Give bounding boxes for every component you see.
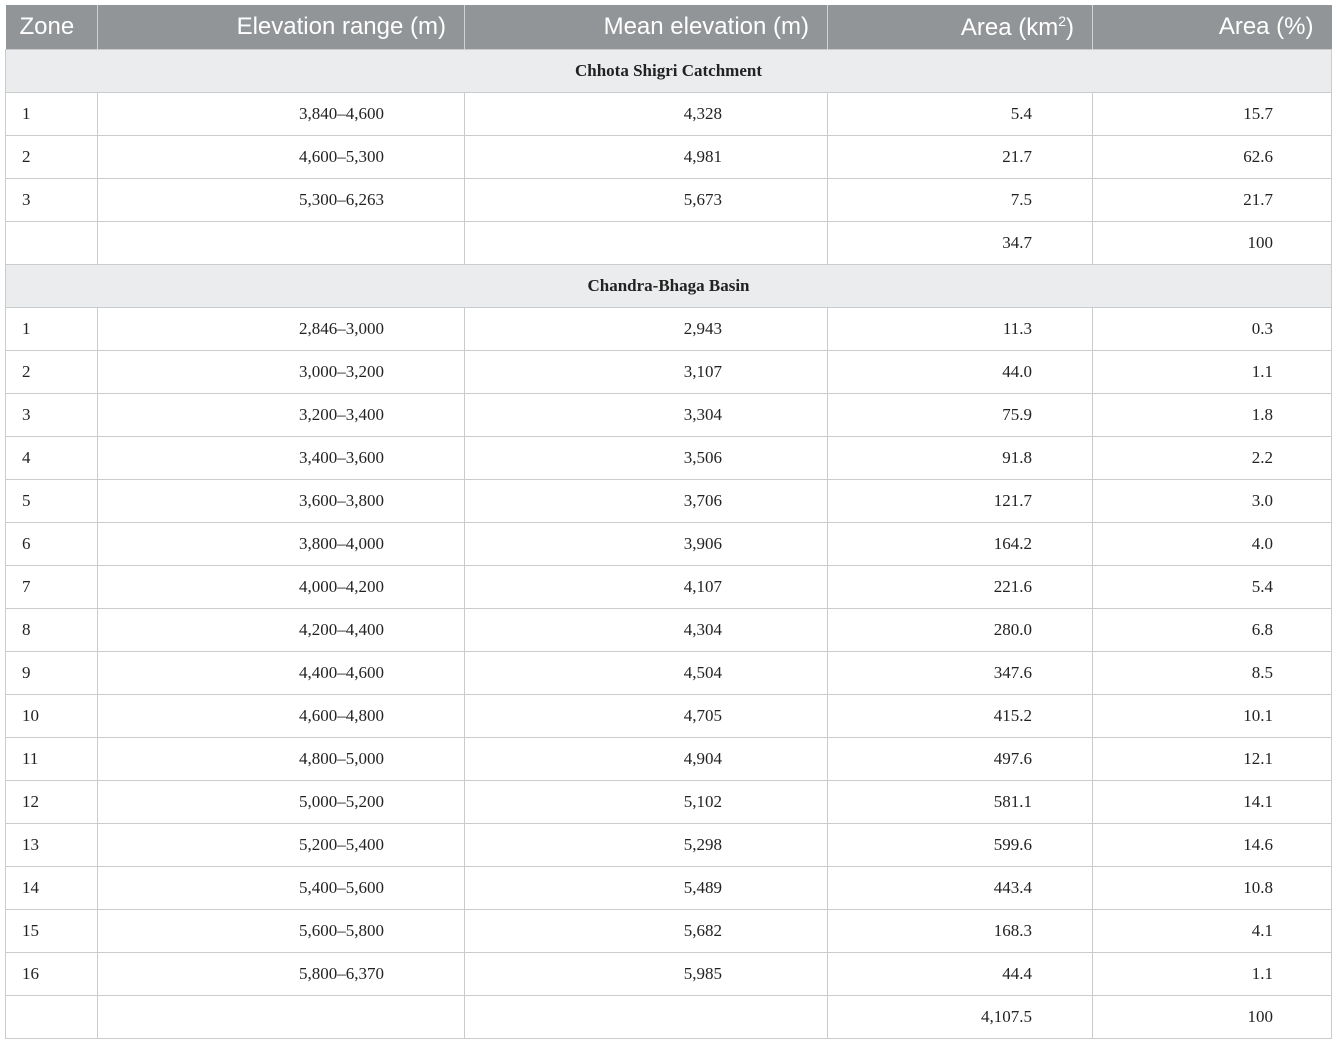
table-row: [6, 136, 1332, 179]
mean-elevation-cell: 4,304: [465, 609, 828, 652]
area-km2-cell: 599.6: [828, 824, 1093, 867]
area-percent-cell: 100: [1093, 996, 1332, 1039]
area-percent-cell: 14.6: [1093, 824, 1332, 867]
elevation-range-cell: [98, 222, 465, 265]
zone-cell: 11: [6, 738, 98, 781]
table-row: [6, 308, 1332, 351]
table-row: [6, 781, 1332, 824]
mean-elevation-cell: 4,107: [465, 566, 828, 609]
zone-cell: 12: [6, 781, 98, 824]
mean-elevation-cell: 4,981: [465, 136, 828, 179]
header-area-km2: [828, 5, 1093, 50]
mean-elevation-cell: 4,328: [465, 93, 828, 136]
area-km2-cell: 221.6: [828, 566, 1093, 609]
area-percent-cell: 62.6: [1093, 136, 1332, 179]
area-percent-cell: 1.1: [1093, 953, 1332, 996]
zone-cell: 6: [6, 523, 98, 566]
zone-cell: 3: [6, 394, 98, 437]
area-percent-cell: 100: [1093, 222, 1332, 265]
total-row: [6, 996, 1332, 1039]
elevation-range-cell: 3,600–3,800: [98, 480, 465, 523]
total-row: [6, 222, 1332, 265]
zone-cell: 13: [6, 824, 98, 867]
mean-elevation-cell: 5,102: [465, 781, 828, 824]
area-percent-cell: 0.3: [1093, 308, 1332, 351]
mean-elevation-cell: 5,489: [465, 867, 828, 910]
area-percent-cell: 4.1: [1093, 910, 1332, 953]
elevation-zones-table: [5, 5, 1332, 1039]
table-row: [6, 523, 1332, 566]
zone-cell: 9: [6, 652, 98, 695]
table-row: [6, 351, 1332, 394]
area-km2-cell: 34.7: [828, 222, 1093, 265]
area-percent-cell: 3.0: [1093, 480, 1332, 523]
zone-cell: 10: [6, 695, 98, 738]
area-percent-cell: 10.1: [1093, 695, 1332, 738]
elevation-range-cell: 3,800–4,000: [98, 523, 465, 566]
header-zone: Zone: [6, 5, 98, 50]
elevation-range-cell: 3,000–3,200: [98, 351, 465, 394]
zone-cell: 16: [6, 953, 98, 996]
mean-elevation-cell: 2,943: [465, 308, 828, 351]
elevation-range-cell: 5,800–6,370: [98, 953, 465, 996]
mean-elevation-cell: 3,706: [465, 480, 828, 523]
header-mean-elevation: Mean elevation (m): [465, 5, 828, 50]
mean-elevation-cell: 4,705: [465, 695, 828, 738]
elevation-range-cell: 2,846–3,000: [98, 308, 465, 351]
area-percent-cell: 5.4: [1093, 566, 1332, 609]
elevation-range-cell: [98, 996, 465, 1039]
section-header-row: [6, 265, 1332, 308]
area-percent-cell: 8.5: [1093, 652, 1332, 695]
elevation-range-cell: 5,200–5,400: [98, 824, 465, 867]
zone-cell: 8: [6, 609, 98, 652]
header-elevation-range: Elevation range (m): [98, 5, 465, 50]
area-percent-cell: 21.7: [1093, 179, 1332, 222]
area-km2-cell: 21.7: [828, 136, 1093, 179]
elevation-range-cell: 4,600–5,300: [98, 136, 465, 179]
mean-elevation-cell: 3,107: [465, 351, 828, 394]
section-header-row: [6, 50, 1332, 93]
zone-cell: 1: [6, 308, 98, 351]
elevation-range-cell: 5,400–5,600: [98, 867, 465, 910]
table-row: [6, 953, 1332, 996]
header-area-km2-close: ): [1066, 13, 1074, 41]
zone-cell: [6, 222, 98, 265]
area-km2-cell: 44.0: [828, 351, 1093, 394]
section-title: Chhota Shigri Catchment: [6, 50, 1332, 93]
zone-cell: 4: [6, 437, 98, 480]
table-row: [6, 394, 1332, 437]
area-km2-cell: 7.5: [828, 179, 1093, 222]
area-km2-cell: 415.2: [828, 695, 1093, 738]
mean-elevation-cell: 3,304: [465, 394, 828, 437]
area-km2-cell: 168.3: [828, 910, 1093, 953]
area-percent-cell: 1.1: [1093, 351, 1332, 394]
mean-elevation-cell: 5,682: [465, 910, 828, 953]
zone-cell: 7: [6, 566, 98, 609]
area-percent-cell: 1.8: [1093, 394, 1332, 437]
area-km2-cell: 75.9: [828, 394, 1093, 437]
table-row: [6, 738, 1332, 781]
zone-cell: 1: [6, 93, 98, 136]
elevation-range-cell: 3,840–4,600: [98, 93, 465, 136]
area-km2-cell: 581.1: [828, 781, 1093, 824]
table-row: [6, 437, 1332, 480]
area-km2-cell: 443.4: [828, 867, 1093, 910]
zone-cell: 3: [6, 179, 98, 222]
elevation-range-cell: 4,200–4,400: [98, 609, 465, 652]
mean-elevation-cell: 4,504: [465, 652, 828, 695]
header-area-km2-text: Area (km: [960, 13, 1059, 41]
area-km2-cell: 44.4: [828, 953, 1093, 996]
elevation-range-cell: 4,800–5,000: [98, 738, 465, 781]
area-km2-cell: 91.8: [828, 437, 1093, 480]
area-km2-cell: 497.6: [828, 738, 1093, 781]
zone-cell: 14: [6, 867, 98, 910]
mean-elevation-cell: [465, 996, 828, 1039]
area-km2-cell: 4,107.5: [828, 996, 1093, 1039]
mean-elevation-cell: 4,904: [465, 738, 828, 781]
mean-elevation-cell: 5,673: [465, 179, 828, 222]
elevation-range-cell: 5,300–6,263: [98, 179, 465, 222]
elevation-range-cell: 4,000–4,200: [98, 566, 465, 609]
mean-elevation-cell: 5,985: [465, 953, 828, 996]
table-body: [6, 50, 1332, 1039]
area-km2-cell: 164.2: [828, 523, 1093, 566]
zone-cell: 2: [6, 136, 98, 179]
area-km2-cell: 280.0: [828, 609, 1093, 652]
header-row: [6, 5, 1332, 50]
area-percent-cell: 2.2: [1093, 437, 1332, 480]
zone-cell: [6, 996, 98, 1039]
elevation-range-cell: 5,000–5,200: [98, 781, 465, 824]
table-row: [6, 652, 1332, 695]
area-km2-cell: 347.6: [828, 652, 1093, 695]
table-row: [6, 695, 1332, 738]
table-row: [6, 93, 1332, 136]
elevation-range-cell: 4,400–4,600: [98, 652, 465, 695]
section-title: Chandra-Bhaga Basin: [6, 265, 1332, 308]
mean-elevation-cell: 5,298: [465, 824, 828, 867]
mean-elevation-cell: [465, 222, 828, 265]
header-area-km2-superscript: 2: [1058, 12, 1066, 29]
area-km2-cell: 121.7: [828, 480, 1093, 523]
area-percent-cell: 14.1: [1093, 781, 1332, 824]
area-km2-cell: 11.3: [828, 308, 1093, 351]
elevation-range-cell: 3,200–3,400: [98, 394, 465, 437]
table-row: [6, 179, 1332, 222]
area-km2-cell: 5.4: [828, 93, 1093, 136]
zone-cell: 5: [6, 480, 98, 523]
elevation-range-cell: 4,600–4,800: [98, 695, 465, 738]
elevation-range-cell: 5,600–5,800: [98, 910, 465, 953]
mean-elevation-cell: 3,506: [465, 437, 828, 480]
area-percent-cell: 6.8: [1093, 609, 1332, 652]
table-row: [6, 566, 1332, 609]
header-area-percent: Area (%): [1093, 5, 1332, 50]
table-row: [6, 609, 1332, 652]
zone-cell: 2: [6, 351, 98, 394]
table-row: [6, 867, 1332, 910]
area-percent-cell: 4.0: [1093, 523, 1332, 566]
elevation-range-cell: 3,400–3,600: [98, 437, 465, 480]
area-percent-cell: 15.7: [1093, 93, 1332, 136]
table-row: [6, 910, 1332, 953]
table-row: [6, 824, 1332, 867]
area-percent-cell: 12.1: [1093, 738, 1332, 781]
table-header: [6, 5, 1332, 50]
table-row: [6, 480, 1332, 523]
mean-elevation-cell: 3,906: [465, 523, 828, 566]
zone-cell: 15: [6, 910, 98, 953]
area-percent-cell: 10.8: [1093, 867, 1332, 910]
